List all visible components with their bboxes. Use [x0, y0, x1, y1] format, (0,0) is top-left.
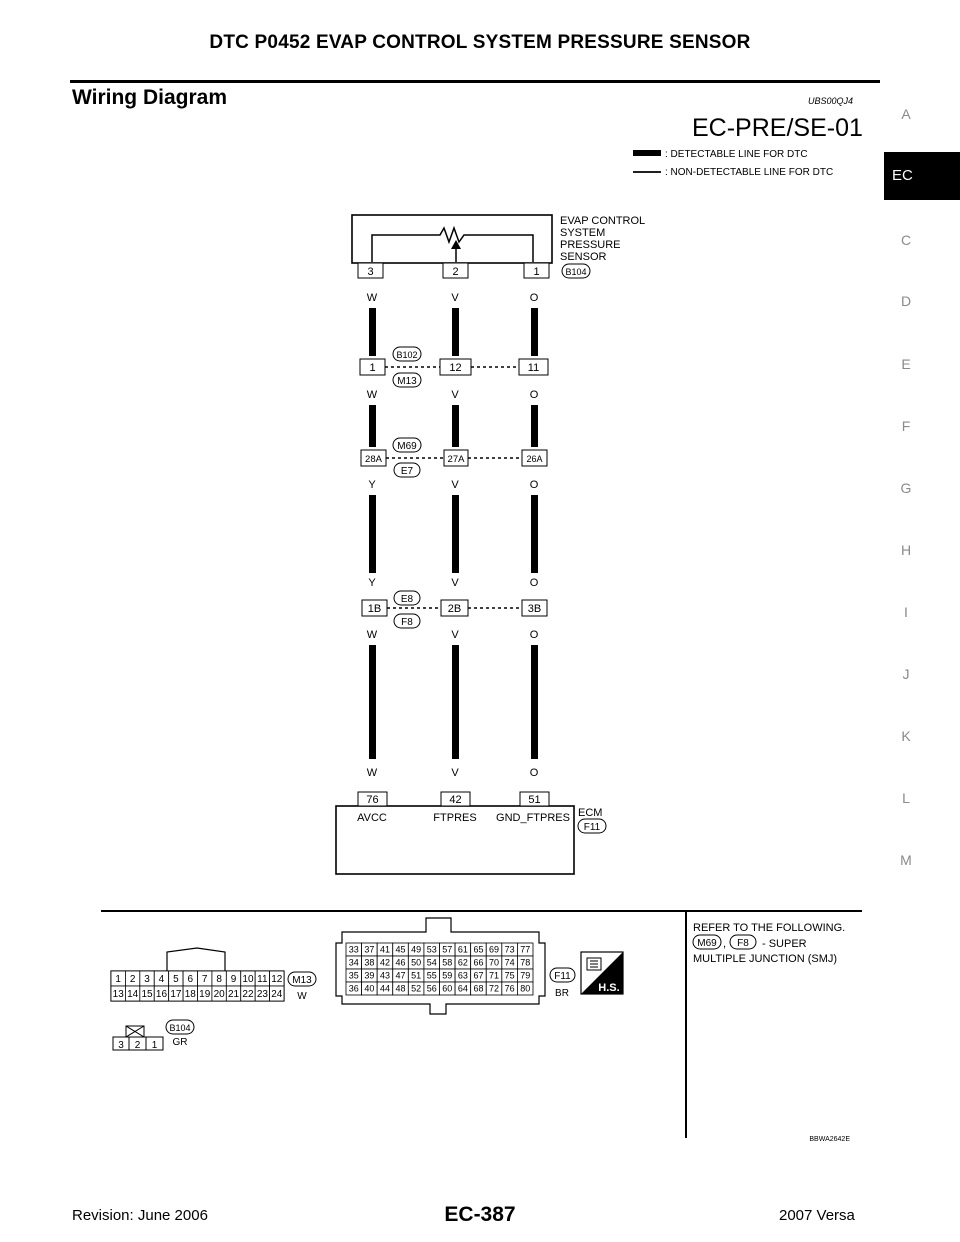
- connector-view-b104: [113, 1020, 194, 1051]
- wire-w-seg-2: [369, 405, 376, 447]
- refer-note: [693, 922, 845, 965]
- connector-pin-label: 41: [379, 944, 390, 955]
- hs-badge-label: H.S.: [598, 982, 620, 994]
- connector-pin-label: 78: [520, 957, 531, 968]
- connector-pin-label: 49: [411, 944, 422, 955]
- wire-color-label: Y: [368, 577, 376, 589]
- connector-view-b104-color: GR: [172, 1037, 188, 1048]
- side-index-e[interactable]: E: [901, 356, 911, 372]
- connector-pin-label: 62: [457, 957, 468, 968]
- wire-color-label: O: [529, 577, 539, 589]
- junction-3-pin-3b-label: 3B: [527, 603, 542, 615]
- connector-view-tag-b104-label: B104: [169, 1023, 191, 1033]
- connector-tag-e7-label: E7: [400, 466, 414, 477]
- connector-pin-label: 73: [504, 944, 515, 955]
- connector-pin-label: 40: [364, 983, 375, 994]
- footer-page-number: EC-387: [444, 1203, 516, 1226]
- sensor-label-line-4: SENSOR: [560, 251, 607, 263]
- wire-color-label: O: [529, 389, 539, 401]
- connector-pin-label: 3: [144, 974, 150, 986]
- connector-pin-label: 47: [395, 970, 406, 981]
- connector-pin-label: 11: [257, 974, 268, 986]
- connector-pin-label: 33: [348, 944, 359, 955]
- wire-color-label: V: [451, 629, 459, 641]
- junction-1-pin-12-label: 12: [449, 362, 462, 374]
- wire-o-seg-4: [531, 645, 538, 759]
- ecm-label: ECM: [578, 807, 603, 819]
- connector-view-tag-m13-label: M13: [292, 975, 312, 986]
- figure-id: BBWA2642E: [809, 1136, 850, 1143]
- ecm-terminal-avcc: AVCC: [357, 812, 387, 824]
- connector-tag-m13-label: M13: [397, 376, 417, 387]
- connector-pin-label: 21: [227, 989, 240, 1001]
- wire-color-label: V: [451, 389, 459, 401]
- wire-color-label: O: [529, 629, 539, 641]
- wire-color-label: V: [451, 577, 459, 589]
- wire-v-seg-4: [452, 645, 459, 759]
- legend: [633, 149, 833, 178]
- side-index-d[interactable]: D: [900, 293, 912, 309]
- connector-pin-label: 15: [141, 989, 153, 1001]
- connector-pin-label: 17: [170, 989, 182, 1001]
- wire-color-label: O: [529, 479, 539, 491]
- connector-pin-label: 36: [348, 983, 359, 994]
- refer-suffix: - SUPER: [762, 938, 807, 950]
- wire-color-label: W: [366, 292, 378, 304]
- sensor-pin-3-label: 3: [367, 266, 374, 278]
- connector-view-f11: [336, 918, 575, 1014]
- connector-pin-label: 70: [489, 957, 500, 968]
- sensor-label-line-1: EVAP CONTROL: [560, 215, 646, 227]
- wire-color-label: W: [366, 629, 378, 641]
- connector-pin-label: 61: [457, 944, 468, 955]
- m13-pin-grid: [111, 971, 284, 1001]
- connector-pin-label: 76: [504, 983, 515, 994]
- connector-pin-label: 34: [348, 957, 359, 968]
- wire-v-seg-1: [452, 308, 459, 356]
- connector-pin-label: 2: [129, 974, 136, 986]
- connector-pin-label: 59: [442, 970, 453, 981]
- connector-pin-label: 72: [489, 983, 500, 994]
- ecm-terminal-ftpres: FTPRES: [433, 812, 477, 824]
- wire-o-seg-1: [531, 308, 538, 356]
- connector-pin-label: 56: [426, 983, 437, 994]
- wire-color-label: V: [451, 292, 459, 304]
- connector-pin-label: 22: [242, 989, 254, 1001]
- connector-pin-label: 51: [411, 970, 422, 981]
- connector-pin-label: 75: [504, 970, 515, 981]
- refer-separator: ,: [723, 938, 727, 950]
- connector-pin-label: 7: [201, 974, 208, 986]
- connector-view-f11-color: BR: [555, 988, 569, 999]
- side-index-h[interactable]: H: [900, 542, 912, 558]
- refer-tag-m69-label: M69: [697, 938, 717, 949]
- hs-badge: [581, 952, 623, 994]
- connector-pin-label: 54: [426, 957, 437, 968]
- connector-pin-label: 18: [184, 989, 196, 1001]
- b104-pin-1: 1: [151, 1040, 158, 1051]
- wire-y-seg-3: [369, 495, 376, 573]
- connector-pin-label: 38: [364, 957, 375, 968]
- connector-pin-label: 4: [158, 974, 165, 986]
- connector-tag-e8-label: E8: [400, 594, 414, 605]
- ecm-unit: [336, 792, 606, 874]
- junction-1-pin-1-label: 1: [369, 362, 376, 374]
- connector-pin-label: 6: [187, 974, 194, 986]
- legend-detectable-swatch: [633, 150, 661, 156]
- connector-tag-m69-label: M69: [397, 441, 417, 452]
- wire-color-label: V: [451, 767, 459, 779]
- junction-2-pin-28a-label: 28A: [365, 454, 382, 465]
- side-index-c[interactable]: C: [900, 232, 912, 248]
- junction-3-pin-1b-label: 1B: [367, 603, 382, 615]
- b104-pin-3: 3: [118, 1040, 124, 1051]
- connector-pin-label: 10: [242, 974, 254, 986]
- connector-tag-f11-label: F11: [583, 822, 601, 833]
- sensor-pin-1-label: 1: [533, 266, 540, 278]
- connector-pin-label: 13: [112, 989, 124, 1001]
- connector-pin-label: 50: [411, 957, 422, 968]
- side-index-i[interactable]: I: [904, 604, 908, 620]
- side-index-g[interactable]: G: [900, 480, 912, 496]
- connector-pin-label: 68: [473, 983, 484, 994]
- connector-pin-label: 48: [395, 983, 406, 994]
- connector-pin-label: 77: [520, 944, 531, 955]
- connector-pin-label: 23: [256, 989, 268, 1001]
- side-index-k[interactable]: K: [901, 728, 911, 744]
- refer-tag-f8-label: F8: [737, 938, 749, 949]
- refer-line-3: MULTIPLE JUNCTION (SMJ): [693, 953, 838, 965]
- m13-housing-top: [167, 948, 225, 971]
- legend-detectable-label: : DETECTABLE LINE FOR DTC: [665, 149, 808, 160]
- connector-pin-label: 79: [520, 970, 531, 981]
- sensor-pin-2-label: 2: [452, 266, 459, 278]
- connector-pin-label: 55: [426, 970, 437, 981]
- side-index-m[interactable]: M: [900, 852, 912, 868]
- connector-pin-label: 20: [213, 989, 225, 1001]
- wire-o-seg-2: [531, 405, 538, 447]
- footer-revision: Revision: June 2006: [72, 1207, 208, 1224]
- connector-pin-label: 46: [395, 957, 406, 968]
- section-title: Wiring Diagram: [72, 86, 227, 109]
- side-index-a[interactable]: A: [901, 106, 911, 122]
- connector-tag-f8-label: F8: [401, 617, 413, 628]
- connector-pin-label: 60: [442, 983, 453, 994]
- connector-pin-label: 19: [199, 989, 211, 1001]
- connector-pin-label: 64: [457, 983, 468, 994]
- connector-pin-label: 42: [379, 957, 390, 968]
- connector-pin-label: 52: [411, 983, 422, 994]
- junction-2-pin-26a-label: 26A: [526, 454, 543, 464]
- ecm-pin-76-label: 76: [366, 794, 379, 806]
- connector-pin-label: 5: [173, 974, 179, 986]
- wire-o-seg-3: [531, 495, 538, 573]
- connector-pin-label: 67: [473, 970, 484, 981]
- connector-pin-label: 24: [271, 989, 283, 1001]
- sensor-label-line-2: SYSTEM: [560, 227, 606, 239]
- sensor-label-line-3: PRESSURE: [560, 239, 621, 251]
- connector-pin-label: 58: [442, 957, 453, 968]
- wire-color-label: W: [366, 767, 378, 779]
- footer-model: 2007 Versa: [779, 1207, 855, 1224]
- side-index-ec-active[interactable]: EC: [884, 152, 960, 200]
- document-code: UBS00QJ4: [808, 96, 854, 106]
- connector-pin-label: 16: [155, 989, 168, 1001]
- connector-pin-label: 53: [426, 944, 437, 955]
- connector-pin-label: 63: [457, 970, 468, 981]
- connector-pin-label: 66: [473, 957, 484, 968]
- wire-color-label: V: [451, 479, 459, 491]
- connector-pin-label: 69: [489, 944, 500, 955]
- junction-2-pin-27a-label: 27A: [447, 454, 465, 465]
- refer-line-1: REFER TO THE FOLLOWING.: [693, 922, 846, 934]
- wire-v-seg-3: [452, 495, 459, 573]
- legend-non-detectable-label: : NON-DETECTABLE LINE FOR DTC: [665, 167, 834, 178]
- ecm-pin-42-label: 42: [449, 794, 462, 806]
- connector-pin-label: 65: [473, 944, 484, 955]
- f11-pin-grid: [346, 943, 533, 995]
- side-index-f[interactable]: F: [901, 418, 911, 434]
- wire-color-label: O: [529, 292, 539, 304]
- sensor-body: [352, 215, 552, 263]
- wire-color-label: W: [366, 389, 378, 401]
- evap-pressure-sensor: [352, 215, 645, 278]
- ecm-pin-51-label: 51: [528, 794, 541, 806]
- connector-pin-label: 80: [520, 983, 531, 994]
- connector-pin-label: 74: [504, 957, 515, 968]
- connector-view-tag-f11-label: F11: [554, 971, 571, 982]
- connector-pin-label: 37: [364, 944, 375, 955]
- connector-pin-label: 12: [271, 974, 283, 986]
- connector-tag-b104-label: B104: [565, 267, 587, 277]
- connector-view-m13-color: W: [297, 991, 307, 1002]
- page-header-title: DTC P0452 EVAP CONTROL SYSTEM PRESSURE SENSOR: [209, 32, 751, 53]
- connector-view-m13: [111, 948, 316, 1002]
- b104-pin-2: 2: [134, 1040, 141, 1051]
- wire-w-seg-4: [369, 645, 376, 759]
- connector-pin-label: 57: [442, 944, 453, 955]
- junction-1-pin-11-label: 11: [527, 362, 540, 374]
- wire-color-label: Y: [368, 479, 376, 491]
- ecm-terminal-gnd-ftpres: GND_FTPRES: [496, 812, 570, 824]
- wire-color-label: O: [529, 767, 539, 779]
- connector-pin-label: 35: [348, 970, 359, 981]
- diagram-code: EC-PRE/SE-01: [692, 114, 863, 142]
- wire-w-seg-1: [369, 308, 376, 356]
- connector-pin-label: 43: [379, 970, 390, 981]
- connector-pin-label: 8: [216, 974, 222, 986]
- connector-pin-label: 71: [489, 970, 500, 981]
- junction-e8-f8: [362, 591, 547, 628]
- side-index-j[interactable]: J: [902, 666, 910, 682]
- connector-pin-label: 45: [395, 944, 406, 955]
- connector-tag-b102-label: B102: [396, 350, 418, 360]
- connector-pin-label: 14: [127, 989, 139, 1001]
- junction-3-pin-2b-label: 2B: [447, 603, 462, 615]
- side-index-l[interactable]: L: [902, 790, 910, 806]
- connector-pin-label: 39: [364, 970, 375, 981]
- connector-pin-label: 44: [379, 983, 390, 994]
- connector-pin-label: 9: [230, 974, 237, 986]
- connector-pin-label: 1: [115, 974, 121, 986]
- wire-v-seg-2: [452, 405, 459, 447]
